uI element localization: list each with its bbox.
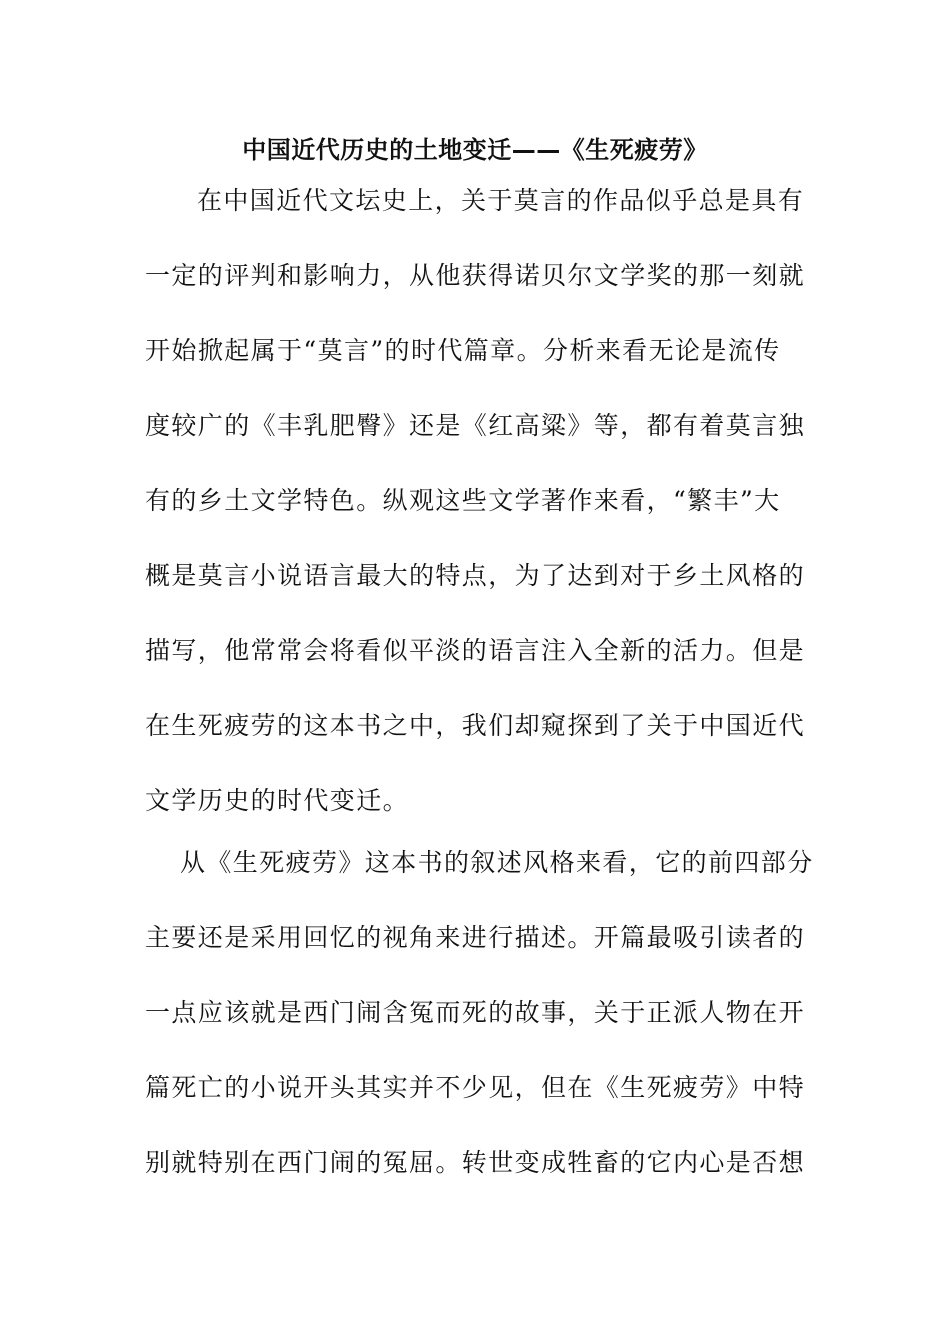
paragraph-line: 在生死疲劳的这本书之中，我们却窥探到了关于中国近代 [145,711,806,740]
paragraph-line: 开始掀起属于“莫言”的时代篇章。分析来看无论是流传 [145,336,781,365]
paragraph-line: 篇死亡的小说开头其实并不少见，但在《生死疲劳》中特 [145,1073,806,1102]
paragraph-line: 描写，他常常会将看似平淡的语言注入全新的活力。但是 [145,636,806,665]
paragraph-line: 主要还是采用回忆的视角来进行描述。开篇最吸引读者的 [145,923,806,952]
paragraph-line: 一定的评判和影响力，从他获得诺贝尔文学奖的那一刻就 [145,261,806,290]
paragraph-line: 在中国近代文坛史上，关于莫言的作品似乎总是具有 [197,186,805,215]
paragraph-line: 概是莫言小说语言最大的特点，为了达到对于乡土风格的 [145,561,806,590]
paragraph-line: 度较广的《丰乳肥臀》还是《红高粱》等，都有着莫言独 [145,411,806,440]
document-title: 中国近代历史的土地变迁——《生死疲劳》 [242,136,708,164]
paragraph-line: 从《生死疲劳》这本书的叙述风格来看，它的前四部分 [180,848,814,877]
paragraph-line: 别就特别在西门闹的冤屈。转世变成牲畜的它内心是否想 [145,1148,806,1177]
paragraph-line: 文学历史的时代变迁。 [145,786,410,815]
paragraph-line: 有的乡土文学特色。纵观这些文学著作来看，“繁丰”大 [145,486,781,515]
paragraph-line: 一点应该就是西门闹含冤而死的故事，关于正派人物在开 [145,998,806,1027]
